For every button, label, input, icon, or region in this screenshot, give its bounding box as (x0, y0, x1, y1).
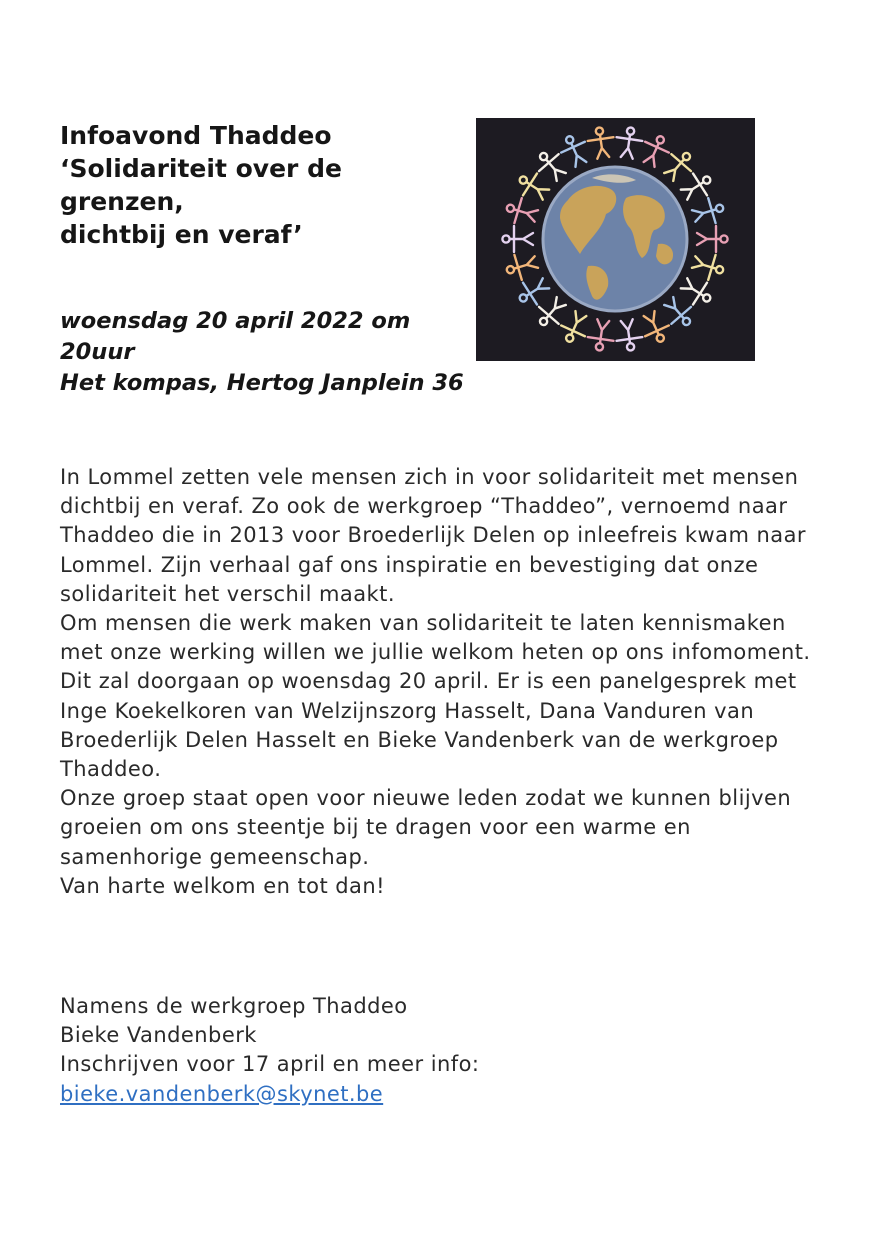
event-time-line: 20uur (60, 339, 135, 365)
signoff-group: Namens de werkgroep Thaddeo (60, 994, 408, 1018)
event-details (60, 306, 530, 399)
signoff (60, 992, 830, 1109)
event-location: Het kompas, Hertog Janplein 36 (60, 370, 464, 396)
signoff-email-line (60, 1080, 830, 1109)
title-line: dichtbij en veraf’ (60, 220, 303, 249)
title-line: Infoavond Thaddeo (60, 121, 332, 150)
signoff-registration: Inschrijven voor 17 april en meer info: (60, 1052, 480, 1077)
body-paragraph: In Lommel zetten vele mensen zich in voor solidariteit met mensen dichtbij en veraf. Zo ook de werkgroep “Thaddeo”, vernoemd naar Thaddeo die in 2013 voor Broederlijk Delen op inleefreis kwam naar Lommel. Zijn verhaal gaf ons inspiratie en bevestiging dat onze solidariteit het verschil maakt. (60, 465, 806, 606)
body-paragraph: Om mensen die werk maken van solidariteit te laten kennismaken met onze werking willen we jullie welkom heten op ons infomoment. (60, 611, 811, 665)
body-text (60, 463, 830, 901)
document-title (60, 119, 460, 251)
body-paragraph: Dit zal doorgaan op woensdag 20 april. Er is een panelgesprek met Inge Koekelkoren van Welzijnszorg Hasselt, Dana Vanduren van Broederlijk Delen Hasselt en Bieke Vandenberk van de werkgroep Thaddeo. (60, 669, 797, 782)
signoff-name: Bieke Vandenberk (60, 1023, 257, 1048)
body-paragraph: Onze groep staat open voor nieuwe leden zodat we kunnen blijven groeien om ons steentje bij te dragen voor een warme en samenhorige gemeenschap. (60, 786, 792, 869)
globe-with-people-holding-hands-icon (476, 118, 755, 361)
body-paragraph: Van harte welkom en tot dan! (60, 873, 385, 898)
title-line: grenzen, (60, 187, 184, 216)
event-date-line: woensdag 20 april 2022 om (60, 308, 411, 334)
title-line: ‘Solidariteit over de (60, 154, 342, 183)
email-link[interactable]: bieke.vandenberk@skynet.be (60, 1081, 384, 1106)
